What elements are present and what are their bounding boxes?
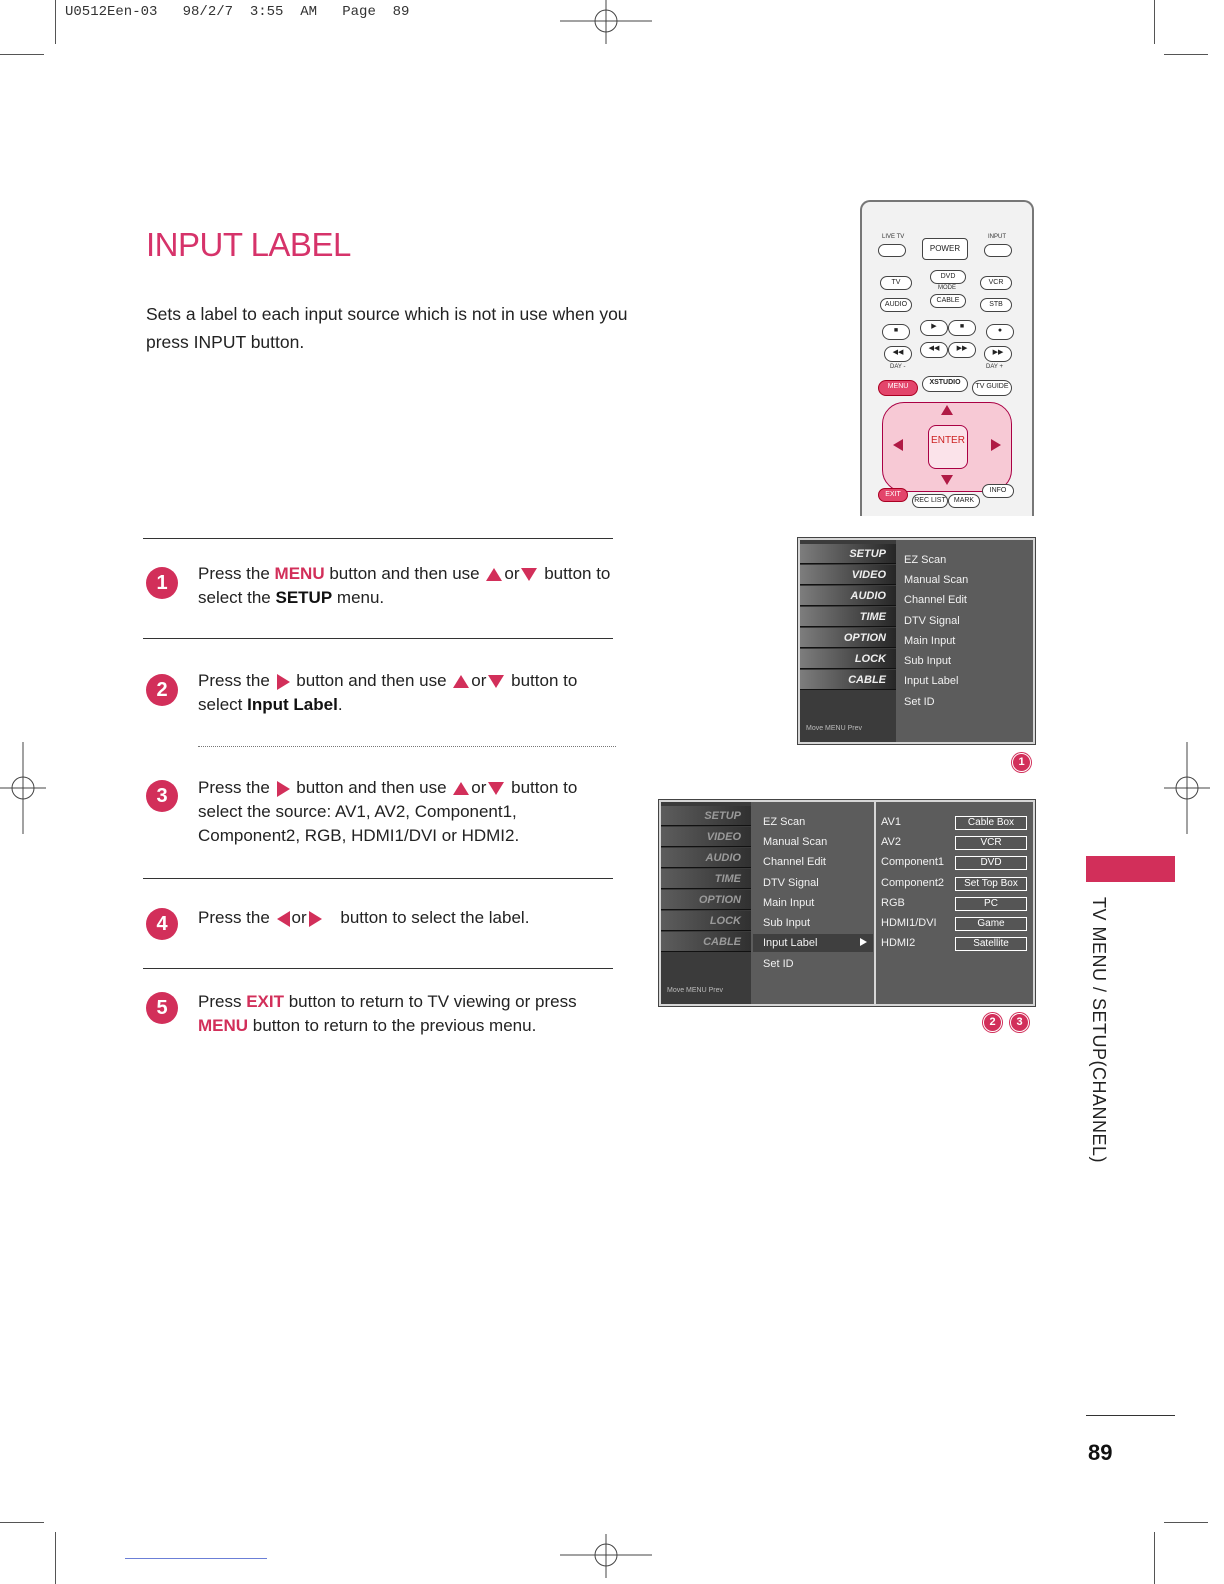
menu-item: Set ID [904,696,935,708]
menu-item: Channel Edit [763,856,826,868]
up-arrow-icon [486,568,502,581]
tab-time: TIME [800,607,896,627]
registration-mark [1164,742,1210,834]
page-number: 89 [1088,1440,1113,1465]
tab-setup: SETUP [800,544,896,564]
menu-item: Input Label [904,675,959,687]
audio-mode-button: AUDIO [880,298,912,312]
right-arrow-icon [277,674,290,690]
menu-item: Main Input [904,635,956,647]
source-name: Component1 [881,856,944,868]
section-title-vertical: TV MENU / SETUP(CHANNEL) [1089,897,1109,1164]
label-value: PC [955,897,1027,911]
step-4-text: Press the or button to select the label. [198,908,530,927]
menu-item: DTV Signal [763,877,819,889]
tab-video: VIDEO [800,565,896,585]
vcr-mode-button: VCR [980,276,1012,290]
menu-item-selected: Input Label [753,934,873,952]
menu-item: EZ Scan [763,816,806,828]
menu-item: Set ID [763,958,794,970]
left-arrow-icon [893,439,903,451]
day-plus-label: DAY + [986,364,1003,370]
tab-audio: AUDIO [800,586,896,606]
fast-forward-button: ▶▶ [948,342,976,358]
footer-link-line [125,1558,267,1559]
section-tab-bar [1086,856,1175,882]
menu-footer: Move MENU Prev [806,725,863,732]
label-value: Set Top Box [955,877,1027,891]
source-name: Component2 [881,877,944,889]
step-4-number: 4 [146,908,178,940]
down-arrow-icon [488,675,504,688]
tab-setup: SETUP [661,806,751,826]
panel-divider [874,802,876,1004]
down-arrow-icon [488,782,504,795]
menu-button: MENU [878,380,918,396]
down-arrow-icon [941,475,953,485]
tab-cable: CABLE [800,670,896,690]
intro-text: Sets a label to each input source which is not in use when you press INPUT button. [146,304,628,352]
divider [143,538,613,539]
crop-mark [55,0,56,44]
record-button: ● [986,324,1014,340]
up-arrow-icon [453,675,469,688]
source-name: RGB [881,897,905,909]
source-name: AV1 [881,816,901,828]
menu-item: Manual Scan [763,836,828,848]
registration-mark [0,742,46,834]
crop-mark [55,1532,56,1584]
tab-option: OPTION [661,890,751,910]
tab-option: OPTION [800,628,896,648]
tab-audio: AUDIO [661,848,751,868]
menu-tabs [661,802,751,1004]
source-name: AV2 [881,836,901,848]
crop-mark [0,1522,44,1523]
step-1-text: Press the MENU button and then use or button to select the SETUP menu. [198,564,611,607]
label-value: Cable Box [955,816,1027,830]
right-arrow-icon [309,911,322,927]
step-3-text: Press the button and then use or button to select the source: AV1, AV2, Component1, Component2, RGB, HDMI1/DVI or HDMI2. [198,778,578,845]
tab-video: VIDEO [661,827,751,847]
setup-menu-screen [798,538,1035,744]
step-3-number: 3 [146,780,178,812]
mark-button: MARK [948,494,980,508]
live-tv-button [878,244,906,257]
page-title: INPUT LABEL [146,226,351,263]
info-button: INFO [982,484,1014,498]
menu-item: Channel Edit [904,594,967,606]
crop-mark [0,54,44,55]
mode-label: MODE [938,285,956,291]
up-arrow-icon [941,405,953,415]
skip-back-button: ◀◀ [884,346,912,362]
print-header: U0512Een-03 98/2/7 3:55 AM Page 89 [65,4,410,20]
skip-forward-button: ▶▶ [984,346,1012,362]
pause-button: ■ [948,320,976,336]
tab-lock: LOCK [661,911,751,931]
figure-badge-3: 3 [1010,1013,1029,1032]
menu-item: Manual Scan [904,574,969,586]
dvd-mode-button: DVD [930,270,966,284]
source-name: HDMI2 [881,937,916,949]
power-button: POWER [922,238,968,260]
step-2-number: 2 [146,674,178,706]
input-label-menu-screen [659,800,1035,1006]
menu-tabs [800,540,896,742]
tv-mode-button: TV [880,276,912,290]
crop-mark [1164,54,1208,55]
exit-button: EXIT [878,488,908,502]
up-arrow-icon [453,782,469,795]
step-5-number: 5 [146,992,178,1024]
tab-time: TIME [661,869,751,889]
label-value: VCR [955,836,1027,850]
rewind-button: ◀◀ [920,342,948,358]
registration-mark [560,0,652,44]
dotted-divider [198,746,616,747]
right-arrow-icon [277,781,290,797]
step-2-text: Press the button and then use or button to select Input Label. [198,671,578,714]
day-minus-label: DAY - [890,364,906,370]
step-1-number: 1 [146,567,178,599]
label-value: DVD [955,856,1027,870]
right-arrow-icon [991,439,1001,451]
xstudio-button: XSTUDIO [922,376,968,392]
divider [143,968,613,969]
remote-control [860,200,1034,516]
menu-item: EZ Scan [904,554,947,566]
menu-item: DTV Signal [904,615,960,627]
figure-badge-2: 2 [983,1013,1002,1032]
left-arrow-icon [277,911,290,927]
live-tv-label: LIVE TV [882,234,905,240]
divider [143,878,613,879]
enter-button: ENTER [928,425,968,469]
menu-item: Main Input [763,897,815,909]
figure-badge-1: 1 [1012,753,1031,772]
divider [143,638,613,639]
step-5-text: Press EXIT button to return to TV viewing or press MENU button to return to the previous menu. [198,992,577,1035]
crop-mark [1154,1532,1155,1584]
input-button [984,244,1012,257]
tab-cable: CABLE [661,932,751,952]
crop-mark [1154,0,1155,44]
label-value: Game [955,917,1027,931]
rec-list-button: REC LIST [912,494,948,508]
stb-mode-button: STB [980,298,1012,312]
registration-mark [560,1534,652,1578]
right-arrow-icon [860,938,867,946]
cable-mode-button: CABLE [930,294,966,308]
menu-footer: Move MENU Prev [667,987,724,994]
tab-lock: LOCK [800,649,896,669]
tv-guide-button: TV GUIDE [972,380,1012,396]
navigation-pad [882,402,1012,492]
divider [1086,1415,1175,1416]
down-arrow-icon [521,568,537,581]
input-label: INPUT [988,234,1006,240]
menu-item: Sub Input [904,655,952,667]
source-name: HDMI1/DVI [881,917,937,929]
label-value: Satellite [955,937,1027,951]
stop-button: ■ [882,324,910,340]
menu-item: Sub Input [763,917,811,929]
play-button: ▶ [920,320,948,336]
crop-mark [1164,1522,1208,1523]
